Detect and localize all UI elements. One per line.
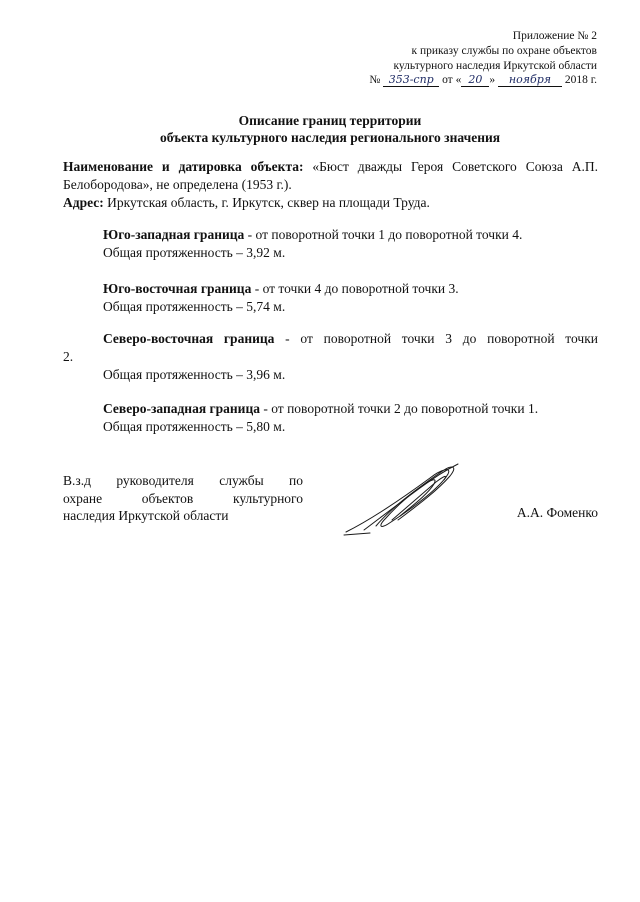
appendix-header (369, 29, 597, 88)
month-handwritten: ноября (498, 73, 562, 87)
year: 2018 г. (564, 74, 597, 87)
border-label: Юго-западная граница (103, 227, 245, 242)
appendix-line: Приложение № 2 (512, 30, 597, 42)
border-northwest (103, 400, 598, 436)
border-length: Общая протяженность – 5,74 м. (103, 299, 286, 314)
border-description (103, 226, 598, 244)
border-label: Северо-западная граница (103, 401, 260, 416)
border-length: Общая протяженность – 3,92 м. (103, 245, 286, 260)
border-text: - от поворотной точки 1 до поворотной точки 4. (244, 227, 523, 242)
border-description (103, 280, 598, 298)
order-number-handwritten: 353-спр (383, 73, 439, 87)
border-southeast (103, 280, 598, 316)
day-handwritten: 20 (461, 73, 489, 87)
title-line-2: объекта культурного наследия регионального значения (159, 130, 501, 145)
signatory-name: А.А. Фоменко (516, 505, 598, 520)
number-label: № (369, 74, 381, 87)
service-line: культурного наследия Иркутской области (393, 59, 597, 72)
handwritten-signature (340, 460, 480, 540)
border-text: - от поворотной точки 2 до поворотной точки 1. (259, 401, 539, 416)
border-description (103, 400, 598, 418)
order-line: к приказу службы по охране объектов (411, 44, 597, 57)
border-text: - от точки 4 до поворотной точки 3. (251, 281, 459, 296)
border-label: Северо-восточная граница (103, 331, 275, 346)
address-value: Иркутская область, г. Иркутск, сквер на площади Труда. (107, 195, 430, 210)
object-name-value: «Бюст дважды Героя Советского Союза А.П. Белобородова», не определена (1953 г.). (63, 159, 599, 192)
object-info (63, 158, 598, 212)
object-address (63, 194, 598, 212)
border-length: Общая протяженность – 3,96 м. (103, 367, 286, 382)
border-text: - от поворотной точки 3 до поворотной точки (274, 331, 598, 346)
object-name-label: Наименование и датировка объекта: (63, 159, 304, 174)
position-line-3: наследия Иркутской области (63, 508, 229, 523)
border-northeast-tail: 2. (63, 349, 74, 364)
document-title (60, 112, 600, 146)
border-northeast (103, 330, 598, 348)
object-name (63, 158, 598, 194)
border-label: Юго-восточная граница (103, 281, 252, 296)
position-line-1: В.з.д руководителя службы по (63, 473, 303, 488)
signatory-position (63, 472, 303, 525)
address-label: Адрес: (63, 195, 104, 210)
border-southwest (103, 226, 598, 262)
position-line-2: охране объектов культурного (63, 490, 303, 506)
quote-close: » (489, 74, 496, 87)
border-description (103, 330, 598, 348)
title-line-1: Описание границ территории (238, 113, 422, 128)
border-length: Общая протяженность – 5,80 м. (103, 419, 286, 434)
from-label: от « (442, 74, 462, 87)
order-number-line (369, 73, 597, 88)
